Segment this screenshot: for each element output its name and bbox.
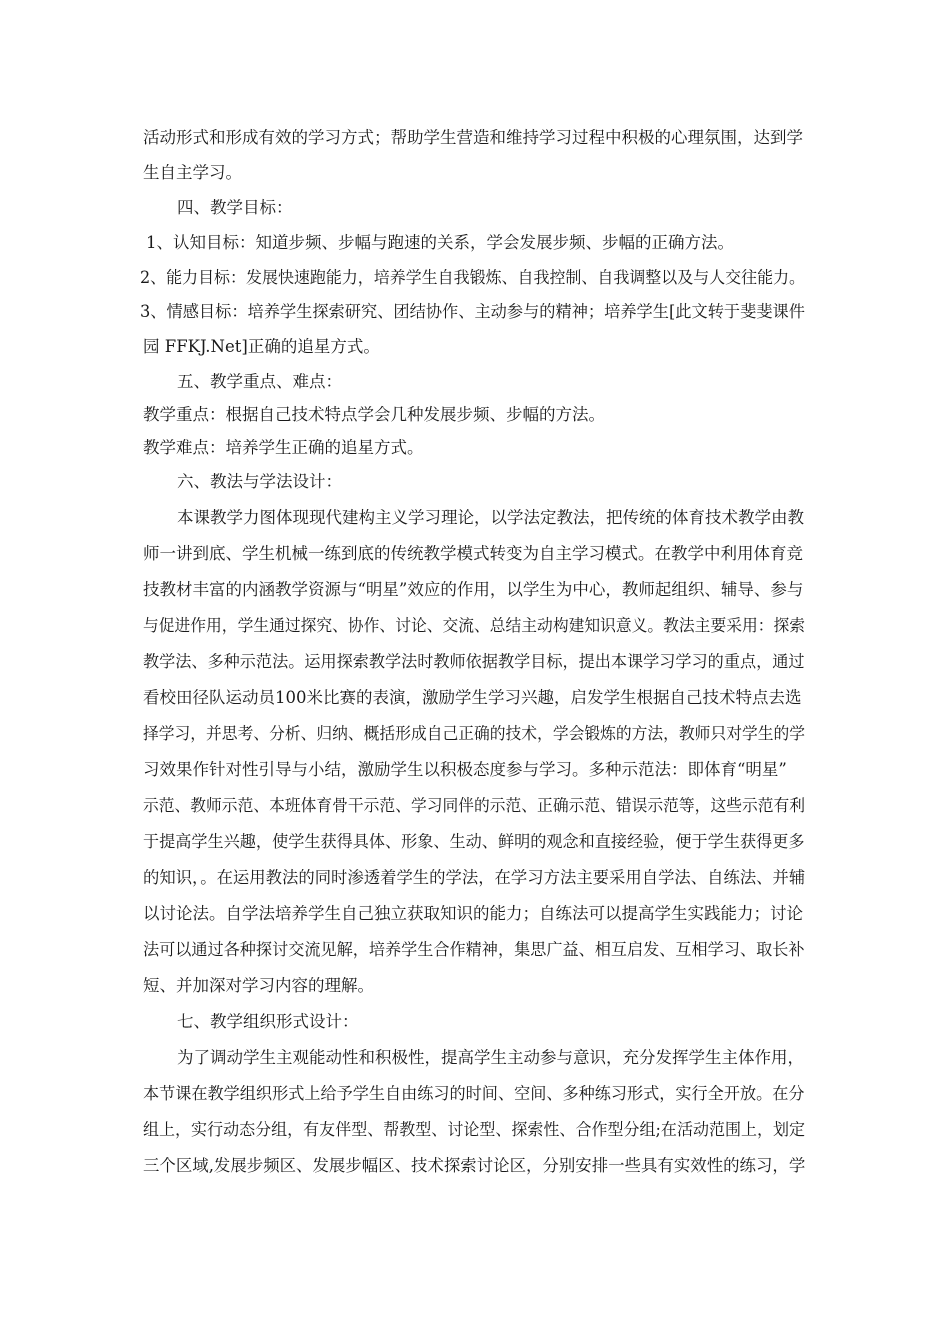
body-line: 示范、教师示范、本班体育骨干示范、学习同伴的示范、正确示范、错误示范等，这些示范有利 — [143, 796, 806, 815]
body-line: 看校田径队运动员100米比赛的表演，激励学生学习兴趣，启发学生根据自己技术特点去选 — [143, 688, 802, 707]
body-line: 于提高学生兴趣，使学生获得具体、形象、生动、鲜明的观念和直接经验，便于学生获得更多 — [143, 832, 805, 851]
body-line: 习效果作针对性引导与小结，激励学生以积极态度参与学习。多种示范法：即体育“明星” — [143, 760, 787, 779]
body-line: 本课教学力图体现现代建构主义学习理论，以学法定教法，把传统的体育技术教学由教 — [177, 508, 804, 527]
body-line: 三个区域,发展步频区、发展步幅区、技术探索讨论区，分别安排一些具有实效性的练习，学 — [143, 1156, 806, 1175]
body-line: 为了调动学生主观能动性和积极性，提高学生主动参与意识，充分发挥学生主体作用， — [177, 1048, 804, 1067]
body-line: 组上，实行动态分组，有友伴型、帮教型、讨论型、探索性、合作型分组;在活动范围上，划定 — [143, 1120, 806, 1139]
body-line: 法可以通过各种探讨交流见解，培养学生合作精神，集思广益、相互启发、互相学习、取长补 — [143, 940, 805, 959]
body-line: 生自主学习。 — [143, 163, 242, 182]
body-line: 师一讲到底、学生机械一练到底的传统教学模式转变为自主学习模式。在教学中利用体育竞 — [143, 544, 803, 563]
body-line: 与促进作用，学生通过探究、协作、讨论、交流、总结主动构建知识意义。教法主要采用：探索 — [143, 616, 806, 635]
body-line: 园 FFKJ.Net]正确的追星方式。 — [143, 337, 380, 356]
key-point-line: 教学重点：根据自己技术特点学会几种发展步频、步幅的方法。 — [143, 405, 605, 424]
section-heading-organization: 七、教学组织形式设计： — [177, 1012, 359, 1031]
objective-emotional: 3、情感目标：培养学生探索研究、团结协作、主动参与的精神；培养学生[此文转于斐斐课件 — [140, 302, 805, 321]
body-line: 短、并加深对学习内容的理解。 — [143, 976, 374, 995]
section-heading-key-points: 五、教学重点、难点： — [177, 372, 342, 391]
body-line: 教学法、多种示范法。运用探索教学法时教师依据教学目标，提出本课学习学习的重点，通过 — [143, 652, 805, 671]
body-line: 技教材丰富的内涵教学资源与“明星”效应的作用，以学生为中心，教师起组织、辅导、参与 — [143, 580, 804, 599]
body-line: 活动形式和形成有效的学习方式；帮助学生营造和维持学习过程中积极的心理氛围，达到学 — [143, 128, 803, 147]
section-heading-objectives: 四、教学目标： — [177, 198, 293, 217]
body-line: 本节课在教学组织形式上给予学生自由练习的时间、空间、多种练习形式，实行全开放。在分 — [143, 1084, 805, 1103]
body-line: 择学习，并思考、分析、归纳、概括形成自己正确的技术，学会锻炼的方法，教师只对学生的学 — [143, 724, 806, 743]
section-heading-methods: 六、教法与学法设计： — [177, 472, 342, 491]
objective-ability: 2、能力目标：发展快速跑能力，培养学生自我锻炼、自我控制、自我调整以及与人交往能力。 — [140, 268, 806, 287]
objective-cognitive: 1、认知目标：知道步频、步幅与跑速的关系，学会发展步频、步幅的正确方法。 — [146, 233, 734, 252]
body-line: 的知识，。在运用教法的同时渗透着学生的学法，在学习方法主要采用自学法、自练法、并辅 — [143, 868, 806, 887]
difficulty-line: 教学难点：培养学生正确的追星方式。 — [143, 438, 424, 457]
body-line: 以讨论法。自学法培养学生自己独立获取知识的能力；自练法可以提高学生实践能力；讨论 — [143, 904, 803, 923]
